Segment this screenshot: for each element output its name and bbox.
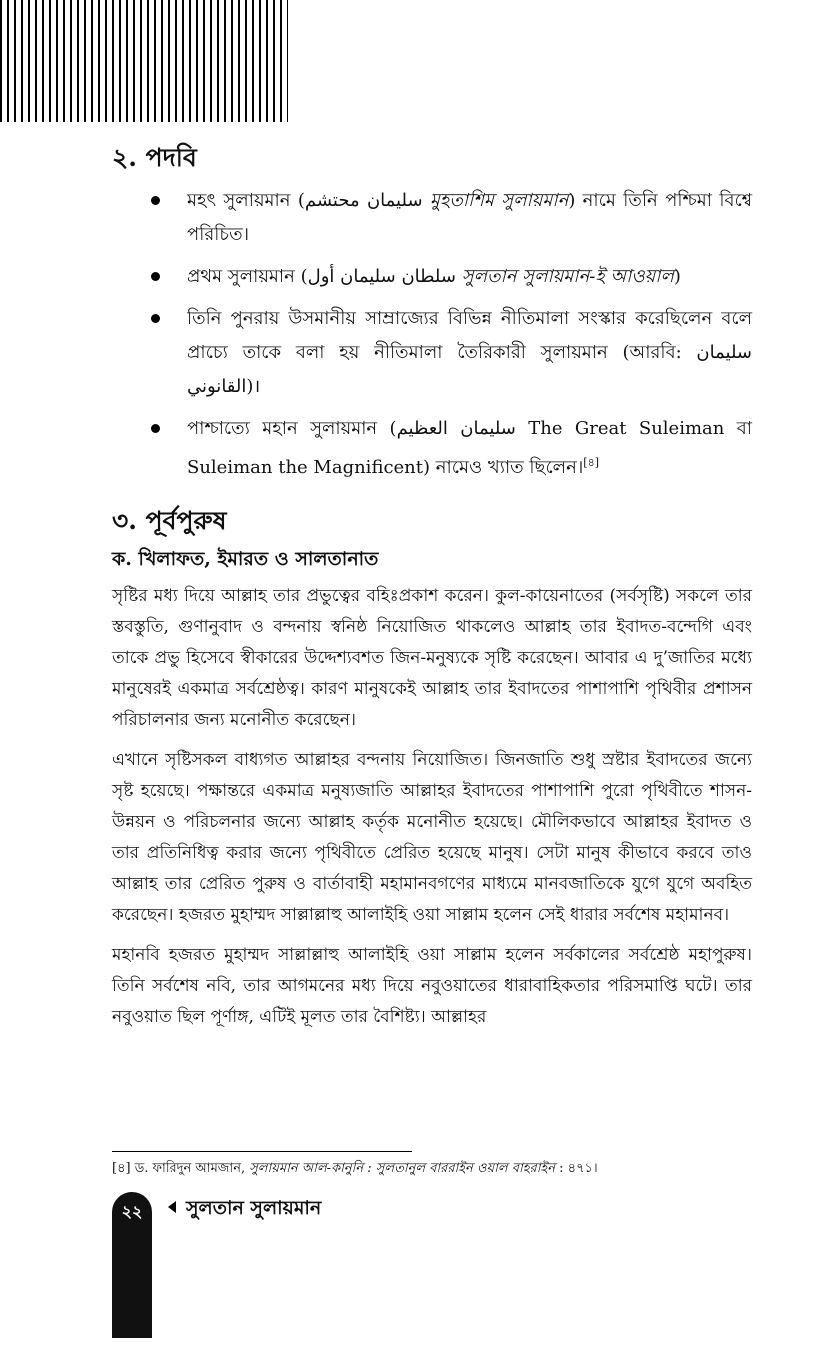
section-heading-ancestors: ৩. পূর্বপুরুষ xyxy=(112,506,227,535)
titles-list xyxy=(112,184,752,485)
bullet-icon xyxy=(151,424,160,433)
arabic-text: سليمان العظيم xyxy=(396,418,516,439)
section-heading-titles: ২. পদবি xyxy=(112,143,197,172)
page-number: ২২ xyxy=(121,1202,143,1221)
list-item: তিনি পুনরায় উসমানীয় সাম্রাজ্যের বিভিন্ন নীতিমালা সংস্কার করেছিলেন বলে প্রাচ্যে তাকে বলা হয় নীতিমালা তৈরিকারী সুলায়মান (আরবি: سليمان القانوني)। xyxy=(112,302,752,404)
list-item: মহৎ সুলায়মান (سليمان محتشم মুহতাশিম সুলায়মান) নামে তিনি পশ্চিমা বিশ্বে পরিচিত। xyxy=(112,184,752,252)
bullet-icon xyxy=(151,196,160,205)
subsection-heading: ক. খিলাফত, ইমারত ও সালতানাত xyxy=(112,548,379,570)
arabic-text: سليمان القانوني xyxy=(187,342,752,397)
arabic-text: سليمان محتشم xyxy=(304,190,423,211)
list-item: প্রথম সুলায়মান (سلطان سليمان أول সুলতান সুলায়মান-ই আওয়াল) xyxy=(112,260,752,294)
transliteration: সুলতান সুলায়মান-ই আওয়াল xyxy=(461,266,674,287)
footnote: [৪] ড. ফারিদুন আমজান, সুলায়মান আল-কানুনি : সুলতানুল বাররাইন ওয়াল বাহরাইন : ৪৭১। xyxy=(112,1161,598,1176)
list-item: পাশ্চাত্যে মহান সুলায়মান (سليمان العظيم The Great Suleiman বা Suleiman the Magnificent) নামেও খ্যাত ছিলেন।[৪] xyxy=(112,412,752,485)
page-content xyxy=(112,140,752,1042)
barcode-decoration xyxy=(0,0,288,122)
footnote-ref: [৪] xyxy=(583,456,600,469)
paragraph: সৃষ্টির মধ্য দিয়ে আল্লাহ তার প্রভুত্বের বহিঃপ্রকাশ করেন। কুল-কায়েনাতের (সর্বসৃষ্টি) সকলে তার স্তবস্তুতি, গুণানুবাদ ও বন্দনায় স্বনিষ্ঠ নিয়োজিত থাকলেও আল্লাহ তার ইবাদত-বন্দেগি এবং তাকে প্রভু হিসেবে স্বীকারের উদ্দেশ্যবশত জিন-মনুষ্যকে সৃষ্টি করেছেন। আবার এ দু’জাতির মধ্যে মানুষেরই একমাত্র সর্বশ্রেষ্ঠত্ব। কারণ মানুষকেই আল্লাহ তার ইবাদতের পাশাপাশি পৃথিবীর প্রশাসন পরিচালনার জন্য মনোনীত করেছেন। xyxy=(112,586,752,730)
paragraph: এখানে সৃষ্টিসকল বাধ্যগত আল্লাহর বন্দনায় নিয়োজিত। জিনজাতি শুধু স্রষ্টার ইবাদতের জন্যে সৃষ্ট হয়েছে। পক্ষান্তরে একমাত্র মনুষ্যজাতি আল্লাহর ইবাদতের পাশাপাশি পুরো পৃথিবীতে শাসন-উন্নয়ন ও পরিচলনার জন্যে আল্লাহ কর্তৃক মনোনীত হয়েছে। মৌলিকভাবে আল্লাহর ইবাদত ও তার প্রতিনিধিত্ব করার জন্যে পৃথিবীতে প্রেরিত হয়েছে মানুষ। সেটা মানুষ কীভাবে করবে তাও আল্লাহ তার প্রেরিত পুরুষ ও বার্তাবাহী মহামানবগণের মাধ্যমে মানবজাতিকে যুগে যুগে অবহিত করেছেন। হজরত মুহাম্মদ সাল্লাল্লাহু আলাইহি ওয়া সাল্লাম হলেন সেই ধারার সর্বশেষ মহামানব। xyxy=(112,750,752,925)
triangle-left-icon xyxy=(168,1201,176,1213)
transliteration: মুহতাশিম সুলায়মান xyxy=(429,190,569,211)
footnote-divider xyxy=(112,1151,412,1152)
bullet-icon xyxy=(151,314,160,323)
arabic-text: سلطان سليمان أول xyxy=(307,266,456,287)
running-title: সুলতান সুলায়মান xyxy=(168,1194,321,1222)
paragraph: মহানবি হজরত মুহাম্মদ সাল্লাল্লাহু আলাইহি ওয়া সাল্লাম হলেন সর্বকালের সর্বশ্রেষ্ঠ মহাপুরুষ। তিনি সর্বশেষ নবি, তার আগমনের মধ্য দিয়ে নবুওয়াতের ধারাবাহিকতার পরিসমাপ্তি ঘটে। তার নবুওয়াত ছিল পূর্ণাঙ্গ, এটিই মূলত তার বৈশিষ্ট্য। আল্লাহর xyxy=(112,945,752,1027)
bullet-icon xyxy=(151,272,160,281)
